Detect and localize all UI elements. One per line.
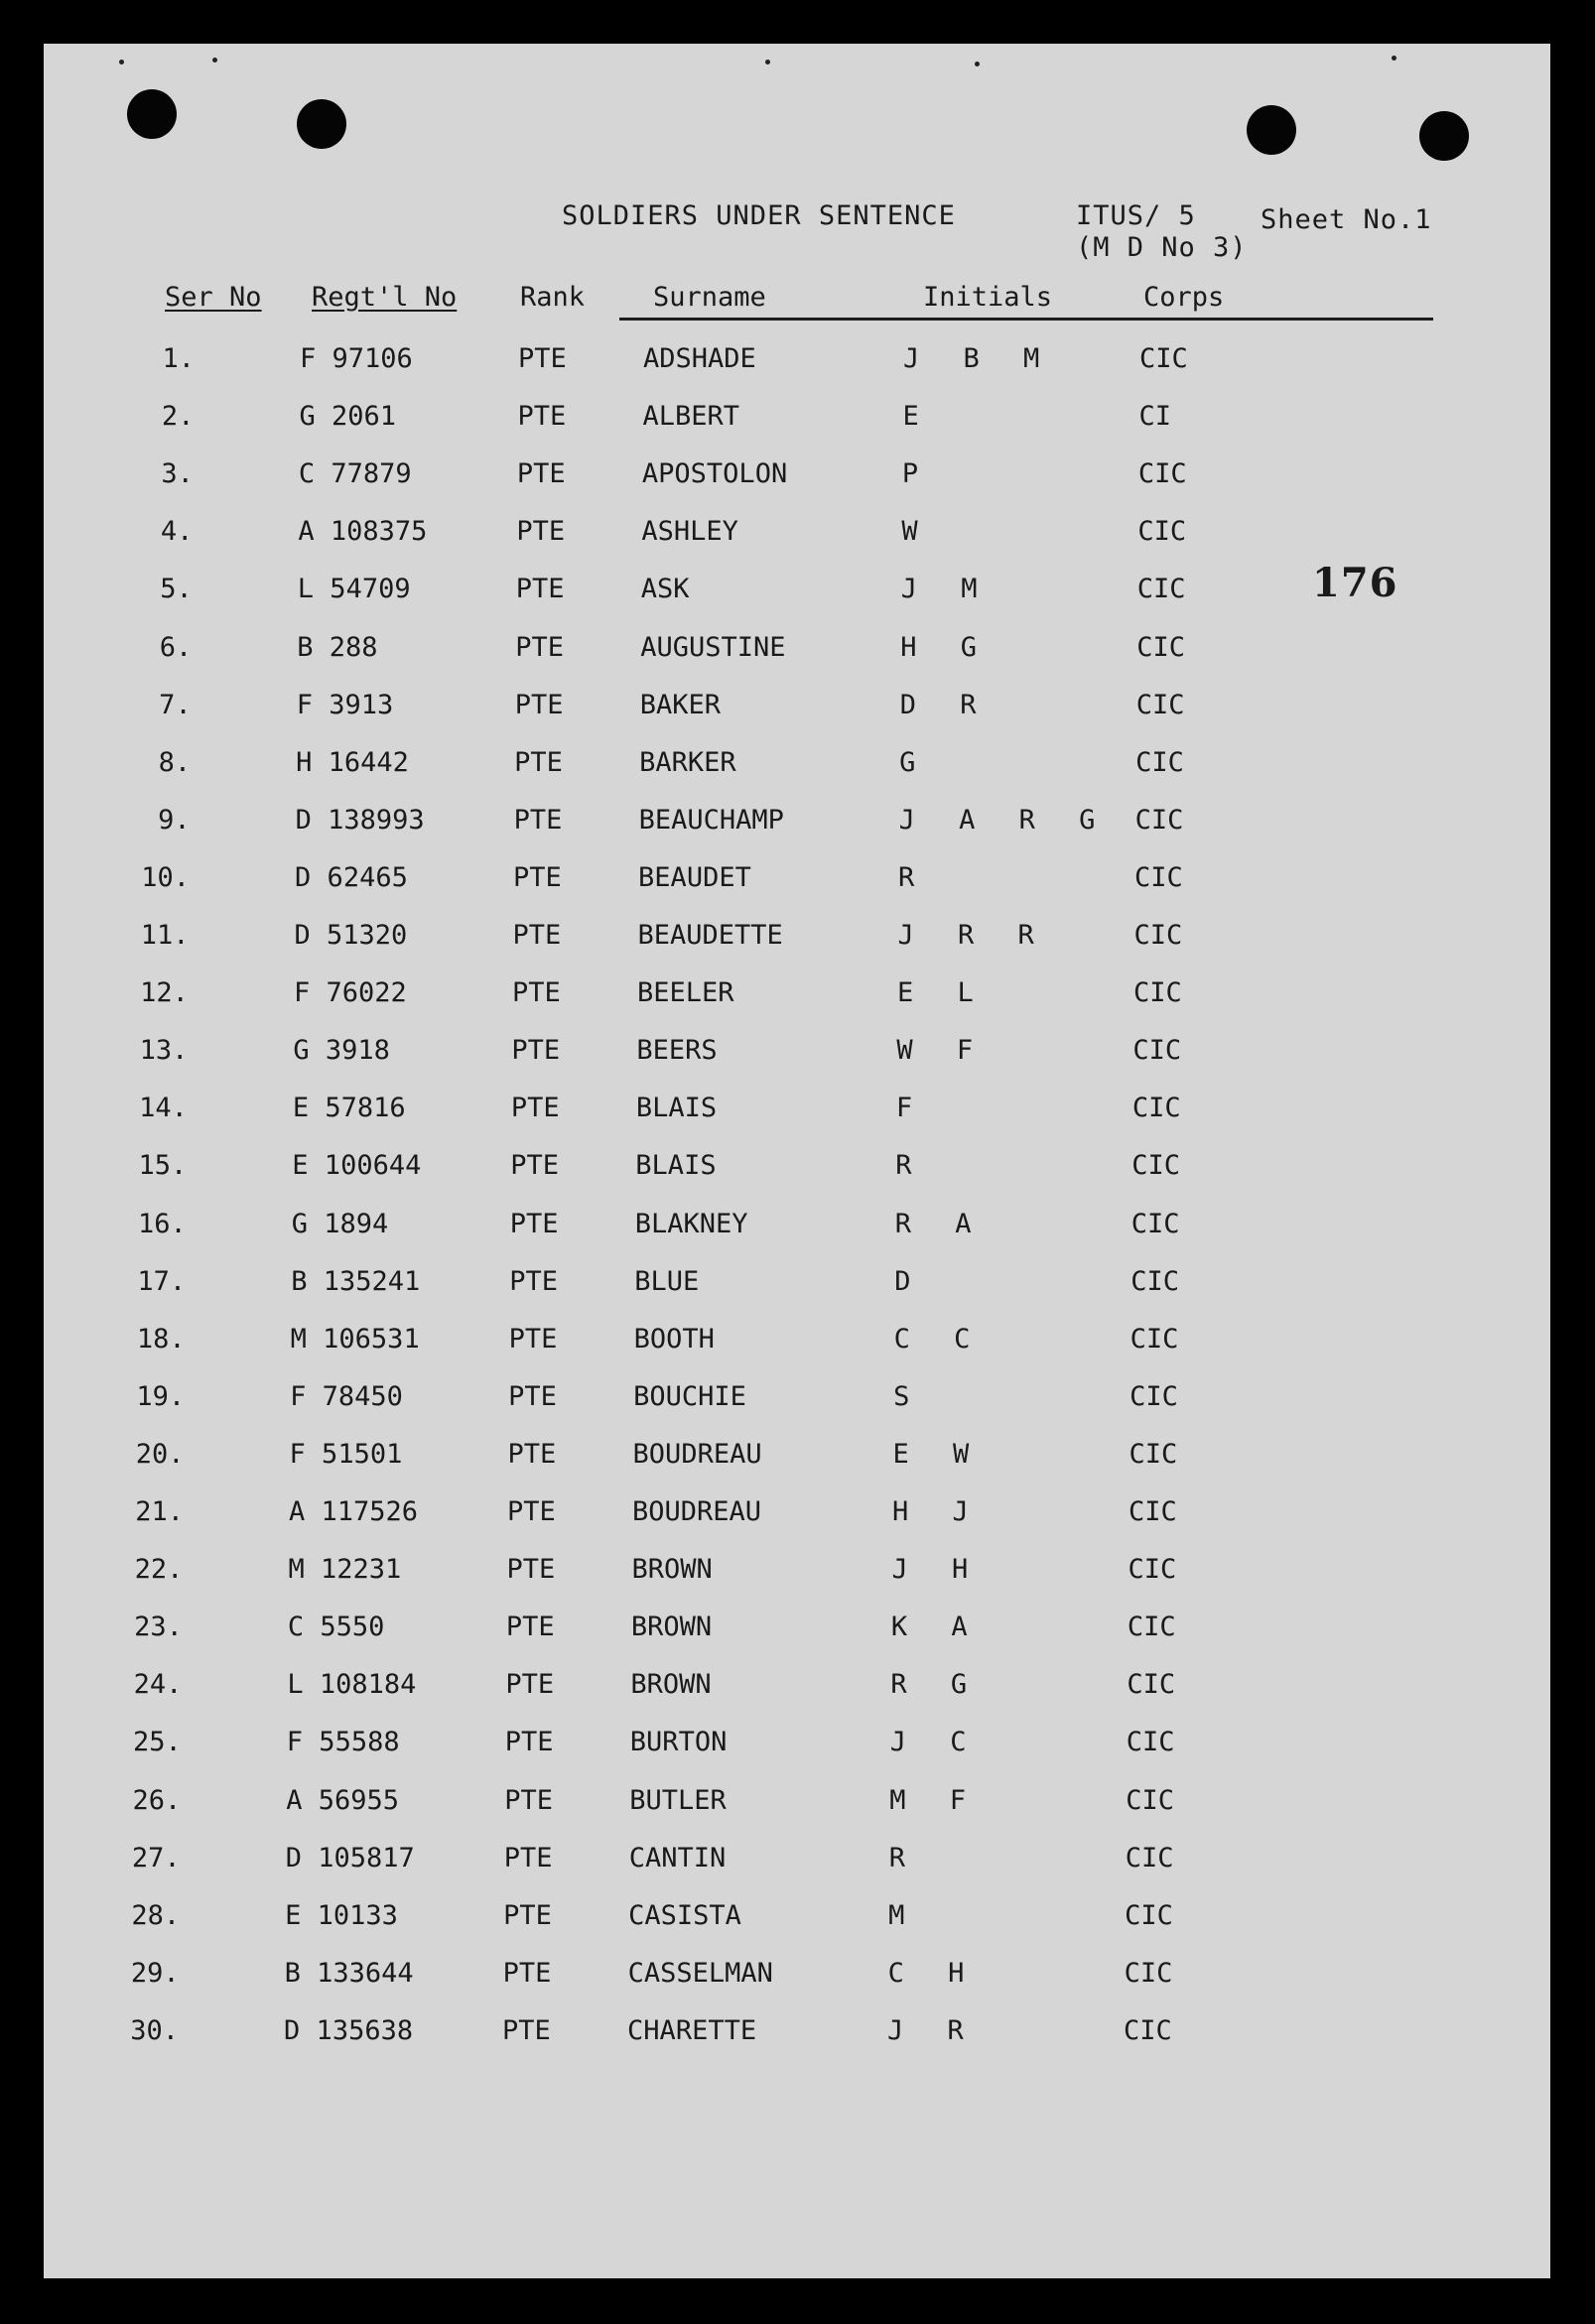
regimental-number-cell: D 135638 bbox=[284, 2014, 414, 2046]
regimental-number-cell: M 12231 bbox=[288, 1554, 402, 1586]
serial-number-cell: 18. bbox=[136, 1323, 186, 1355]
rank-cell: PTE bbox=[511, 977, 561, 1009]
regimental-number-cell: F 97106 bbox=[300, 343, 413, 374]
punch-hole bbox=[127, 89, 177, 139]
regimental-number-cell: E 100644 bbox=[292, 1150, 422, 1182]
corps-cell: CIC bbox=[1128, 1554, 1177, 1586]
regimental-number-cell: B 133644 bbox=[284, 1957, 414, 1989]
initials-cell: E L bbox=[896, 977, 988, 1009]
initials-cell: R A bbox=[894, 1208, 986, 1239]
column-header-surname: Surname bbox=[653, 282, 766, 313]
corps-cell: CIC bbox=[1131, 1093, 1181, 1124]
table-row bbox=[28, 2015, 1534, 2055]
regimental-number-cell: A 56955 bbox=[286, 1784, 400, 1816]
rank-cell: PTE bbox=[509, 1265, 558, 1297]
initials-cell: C H bbox=[887, 1957, 979, 1989]
table-row bbox=[40, 747, 1546, 787]
rank-cell: PTE bbox=[516, 458, 566, 490]
punch-hole bbox=[1419, 111, 1469, 161]
table-row bbox=[42, 574, 1548, 613]
ink-speck bbox=[212, 58, 217, 63]
regimental-number-cell: A 108375 bbox=[298, 516, 428, 548]
serial-number-cell: 10. bbox=[141, 861, 191, 893]
serial-number-cell: 15. bbox=[138, 1150, 188, 1182]
column-header-regt-no: Regt'l No bbox=[312, 282, 458, 313]
serial-number-cell: 5. bbox=[160, 574, 193, 605]
initials-cell: E W bbox=[892, 1438, 984, 1470]
corps-cell: CIC bbox=[1125, 1899, 1173, 1931]
table-row bbox=[30, 1785, 1536, 1825]
rank-cell: PTE bbox=[515, 574, 565, 605]
regimental-number-cell: C 77879 bbox=[298, 458, 412, 490]
regimental-number-cell: M 106531 bbox=[290, 1323, 420, 1355]
table-row bbox=[41, 690, 1547, 729]
corps-cell: CIC bbox=[1137, 516, 1187, 548]
regimental-number-cell: D 138993 bbox=[295, 804, 425, 836]
surname-cell: APOSTOLON bbox=[641, 458, 788, 490]
initials-cell: H J bbox=[892, 1496, 983, 1527]
initials-cell: R bbox=[898, 861, 929, 893]
table-row bbox=[44, 343, 1550, 383]
column-header-initials: Initials bbox=[923, 282, 1053, 313]
surname-cell: BEERS bbox=[636, 1035, 718, 1067]
corps-cell: CIC bbox=[1131, 1150, 1181, 1182]
corps-cell: CIC bbox=[1129, 1496, 1177, 1527]
serial-number-cell: 2. bbox=[161, 401, 195, 433]
serial-number-cell: 6. bbox=[159, 631, 193, 663]
initials-cell: C C bbox=[893, 1323, 985, 1355]
serial-number-cell: 24. bbox=[133, 1669, 183, 1701]
sheet-number: Sheet No.1 bbox=[1261, 204, 1432, 235]
surname-cell: BLUE bbox=[634, 1265, 700, 1297]
corps-cell: CIC bbox=[1134, 861, 1183, 893]
regimental-number-cell: D 62465 bbox=[295, 861, 408, 893]
rank-cell: PTE bbox=[504, 1784, 554, 1816]
rank-cell: PTE bbox=[514, 746, 563, 778]
initials-cell: D R bbox=[899, 689, 991, 720]
serial-number-cell: 29. bbox=[130, 1957, 180, 1989]
table-row bbox=[40, 805, 1546, 844]
rank-cell: PTE bbox=[514, 689, 564, 720]
table-row bbox=[37, 1093, 1543, 1132]
table-row bbox=[41, 632, 1547, 672]
corps-cell: CIC bbox=[1124, 2014, 1172, 2046]
regimental-number-cell: L 108184 bbox=[287, 1669, 417, 1701]
surname-cell: ALBERT bbox=[642, 401, 739, 433]
initials-cell: R bbox=[888, 1842, 919, 1873]
serial-number-cell: 11. bbox=[140, 920, 190, 951]
surname-cell: BARKER bbox=[639, 746, 736, 778]
corps-cell: CIC bbox=[1136, 631, 1186, 663]
serial-number-cell: 7. bbox=[159, 689, 192, 720]
initials-cell: J H bbox=[891, 1554, 983, 1586]
corps-cell: CIC bbox=[1129, 1438, 1178, 1470]
initials-cell: J R R bbox=[897, 920, 1048, 951]
table-row bbox=[37, 1035, 1543, 1075]
rank-cell: PTE bbox=[508, 1380, 557, 1412]
corps-cell: CIC bbox=[1130, 1208, 1180, 1239]
column-header-ser-no: Ser No bbox=[165, 282, 262, 313]
initials-cell: E bbox=[902, 401, 933, 433]
surname-cell: BEAUDETTE bbox=[637, 920, 783, 951]
regimental-number-cell: F 55588 bbox=[286, 1727, 400, 1758]
serial-number-cell: 23. bbox=[134, 1612, 183, 1643]
initials-cell: F bbox=[895, 1093, 927, 1124]
serial-number-cell: 25. bbox=[133, 1727, 182, 1758]
corps-cell: CIC bbox=[1139, 343, 1188, 374]
regimental-number-cell: E 10133 bbox=[285, 1899, 398, 1931]
surname-cell: BLAKNEY bbox=[634, 1208, 748, 1239]
rank-cell: PTE bbox=[510, 1093, 560, 1124]
regimental-number-cell: L 54709 bbox=[297, 574, 411, 605]
table-row bbox=[34, 1439, 1540, 1479]
initials-cell: R bbox=[895, 1150, 926, 1182]
rank-cell: PTE bbox=[516, 516, 566, 548]
table-row bbox=[36, 1150, 1542, 1190]
corps-cell: CIC bbox=[1135, 689, 1185, 720]
corps-cell: CIC bbox=[1134, 804, 1184, 836]
regimental-number-cell: F 76022 bbox=[293, 977, 407, 1009]
surname-cell: BOUDREAU bbox=[632, 1496, 762, 1527]
surname-cell: BLAIS bbox=[635, 1093, 718, 1124]
rank-cell: PTE bbox=[507, 1496, 556, 1527]
regimental-number-cell: G 2061 bbox=[299, 401, 396, 433]
regimental-number-cell: F 78450 bbox=[290, 1380, 403, 1412]
surname-cell: ASHLEY bbox=[641, 516, 738, 548]
table-row bbox=[36, 1209, 1542, 1248]
surname-cell: BEAUCHAMP bbox=[638, 804, 784, 836]
corps-cell: CIC bbox=[1126, 1727, 1175, 1758]
surname-cell: BAKER bbox=[639, 689, 721, 720]
punch-hole bbox=[297, 99, 346, 149]
rank-cell: PTE bbox=[512, 920, 562, 951]
initials-cell: P bbox=[901, 458, 933, 490]
regimental-number-cell: E 57816 bbox=[292, 1093, 406, 1124]
rank-cell: PTE bbox=[505, 1669, 555, 1701]
corps-cell: CIC bbox=[1127, 1612, 1176, 1643]
corps-cell: CIC bbox=[1136, 574, 1186, 605]
table-row bbox=[38, 977, 1544, 1017]
surname-cell: BEAUDET bbox=[638, 861, 751, 893]
rank-cell: PTE bbox=[513, 861, 562, 893]
serial-number-cell: 13. bbox=[139, 1035, 189, 1067]
rank-cell: PTE bbox=[502, 1957, 552, 1989]
surname-cell: BUTLER bbox=[629, 1784, 727, 1816]
serial-number-cell: 8. bbox=[158, 746, 192, 778]
initials-cell: J M bbox=[900, 574, 992, 605]
surname-cell: BOUDREAU bbox=[632, 1438, 762, 1470]
corps-cell: CIC bbox=[1125, 1842, 1174, 1873]
initials-cell: D bbox=[894, 1265, 925, 1297]
initials-cell: M bbox=[888, 1899, 919, 1931]
surname-cell: CASISTA bbox=[628, 1899, 741, 1931]
table-row bbox=[29, 1958, 1535, 1998]
serial-number-cell: 16. bbox=[137, 1208, 187, 1239]
regimental-number-cell: D 51320 bbox=[294, 920, 408, 951]
rank-cell: PTE bbox=[509, 1208, 559, 1239]
table-row bbox=[32, 1612, 1538, 1651]
rank-cell: PTE bbox=[518, 343, 567, 374]
serial-number-cell: 26. bbox=[132, 1784, 182, 1816]
table-row bbox=[35, 1266, 1541, 1306]
rank-cell: PTE bbox=[502, 2014, 551, 2046]
regimental-number-cell: F 51501 bbox=[289, 1438, 403, 1470]
regimental-number-cell: B 288 bbox=[297, 631, 378, 663]
corps-cell: CIC bbox=[1126, 1784, 1175, 1816]
serial-number-cell: 1. bbox=[162, 343, 195, 374]
rank-cell: PTE bbox=[513, 804, 563, 836]
document-page bbox=[44, 44, 1550, 2278]
regimental-number-cell: A 117526 bbox=[289, 1496, 419, 1527]
serial-number-cell: 21. bbox=[135, 1496, 184, 1527]
serial-number-cell: 22. bbox=[134, 1554, 184, 1586]
ink-speck bbox=[119, 60, 124, 65]
corps-cell: CIC bbox=[1135, 746, 1184, 778]
serial-number-cell: 9. bbox=[158, 804, 191, 836]
corps-cell: CIC bbox=[1133, 920, 1183, 951]
regimental-number-cell: C 5550 bbox=[287, 1612, 385, 1643]
regimental-number-cell: D 105817 bbox=[285, 1842, 415, 1873]
corps-cell: CIC bbox=[1124, 1957, 1173, 1989]
initials-cell: W bbox=[901, 516, 932, 548]
rank-cell: PTE bbox=[505, 1612, 555, 1643]
itus-reference: ITUS/ 5 bbox=[1076, 200, 1196, 231]
table-row bbox=[29, 1900, 1535, 1940]
table-row bbox=[42, 516, 1548, 556]
table-row bbox=[34, 1381, 1540, 1421]
surname-cell: CASSELMAN bbox=[627, 1957, 773, 1989]
header-underline bbox=[619, 318, 1433, 321]
rank-cell: PTE bbox=[508, 1323, 558, 1355]
surname-cell: ADSHADE bbox=[643, 343, 756, 374]
rank-cell: PTE bbox=[510, 1150, 560, 1182]
corps-cell: CIC bbox=[1132, 977, 1182, 1009]
initials-cell: J B M bbox=[903, 343, 1054, 374]
rank-cell: PTE bbox=[507, 1438, 557, 1470]
regimental-number-cell: G 3918 bbox=[293, 1035, 390, 1067]
corps-cell: CIC bbox=[1130, 1323, 1179, 1355]
column-header-corps: Corps bbox=[1143, 282, 1225, 313]
initials-cell: R G bbox=[890, 1669, 982, 1701]
surname-cell: BROWN bbox=[630, 1669, 712, 1701]
serial-number-cell: 3. bbox=[161, 458, 194, 490]
surname-cell: BEELER bbox=[636, 977, 734, 1009]
table-row bbox=[31, 1727, 1537, 1766]
table-row bbox=[33, 1496, 1539, 1536]
initials-cell: J C bbox=[889, 1727, 981, 1758]
rank-cell: PTE bbox=[517, 401, 567, 433]
initials-cell: W F bbox=[896, 1035, 988, 1067]
ink-speck bbox=[975, 62, 980, 66]
serial-number-cell: 27. bbox=[131, 1842, 181, 1873]
rank-cell: PTE bbox=[503, 1842, 553, 1873]
serial-number-cell: 12. bbox=[140, 977, 189, 1009]
surname-cell: BOUCHIE bbox=[633, 1380, 746, 1412]
serial-number-cell: 30. bbox=[130, 2014, 180, 2046]
serial-number-cell: 28. bbox=[131, 1899, 181, 1931]
surname-cell: BROWN bbox=[631, 1554, 713, 1586]
initials-cell: J R bbox=[887, 2014, 978, 2046]
ink-speck bbox=[1392, 56, 1396, 61]
document-title: SOLDIERS UNDER SENTENCE bbox=[562, 200, 956, 231]
surname-cell: BROWN bbox=[630, 1612, 713, 1643]
corps-cell: CIC bbox=[1132, 1035, 1182, 1067]
district-reference: (M D No 3) bbox=[1076, 232, 1248, 263]
table-row bbox=[35, 1324, 1541, 1363]
table-row bbox=[39, 920, 1545, 960]
initials-cell: J A R G bbox=[898, 804, 1110, 836]
table-row bbox=[43, 401, 1549, 441]
surname-cell: BOOTH bbox=[633, 1323, 715, 1355]
table-row bbox=[31, 1669, 1537, 1709]
rank-cell: PTE bbox=[504, 1727, 554, 1758]
initials-cell: G bbox=[899, 746, 930, 778]
initials-cell: K A bbox=[890, 1612, 982, 1643]
serial-number-cell: 17. bbox=[137, 1265, 187, 1297]
surname-cell: BURTON bbox=[629, 1727, 728, 1758]
ink-speck bbox=[765, 60, 770, 65]
rank-cell: PTE bbox=[511, 1035, 561, 1067]
rank-cell: PTE bbox=[506, 1554, 556, 1586]
initials-cell: H G bbox=[900, 631, 992, 663]
initials-cell: S bbox=[893, 1380, 924, 1412]
corps-cell: CIC bbox=[1137, 458, 1187, 490]
corps-cell: CIC bbox=[1130, 1380, 1178, 1412]
rank-cell: PTE bbox=[503, 1899, 552, 1931]
surname-cell: CHARETTE bbox=[627, 2014, 757, 2046]
surname-cell: BLAIS bbox=[635, 1150, 717, 1182]
regimental-number-cell: G 1894 bbox=[291, 1208, 389, 1239]
initials-cell: M F bbox=[889, 1784, 981, 1816]
column-header-rank: Rank bbox=[520, 282, 586, 313]
table-row bbox=[30, 1843, 1536, 1882]
regimental-number-cell: F 3913 bbox=[296, 689, 394, 720]
regimental-number-cell: B 135241 bbox=[291, 1265, 421, 1297]
table-row bbox=[43, 458, 1549, 498]
corps-cell: CI bbox=[1138, 401, 1171, 433]
stamped-page-number: 176 bbox=[1312, 560, 1398, 606]
punch-hole bbox=[1247, 105, 1296, 155]
serial-number-cell: 20. bbox=[135, 1438, 185, 1470]
rank-cell: PTE bbox=[515, 631, 565, 663]
surname-cell: AUGUSTINE bbox=[640, 631, 786, 663]
table-row bbox=[39, 862, 1545, 902]
corps-cell: CIC bbox=[1127, 1669, 1176, 1701]
serial-number-cell: 4. bbox=[160, 516, 194, 548]
serial-number-cell: 14. bbox=[139, 1093, 188, 1124]
corps-cell: CIC bbox=[1130, 1265, 1179, 1297]
surname-cell: CANTIN bbox=[628, 1842, 727, 1873]
surname-cell: ASK bbox=[640, 574, 690, 605]
table-row bbox=[32, 1554, 1538, 1594]
serial-number-cell: 19. bbox=[136, 1380, 186, 1412]
regimental-number-cell: H 16442 bbox=[296, 746, 409, 778]
